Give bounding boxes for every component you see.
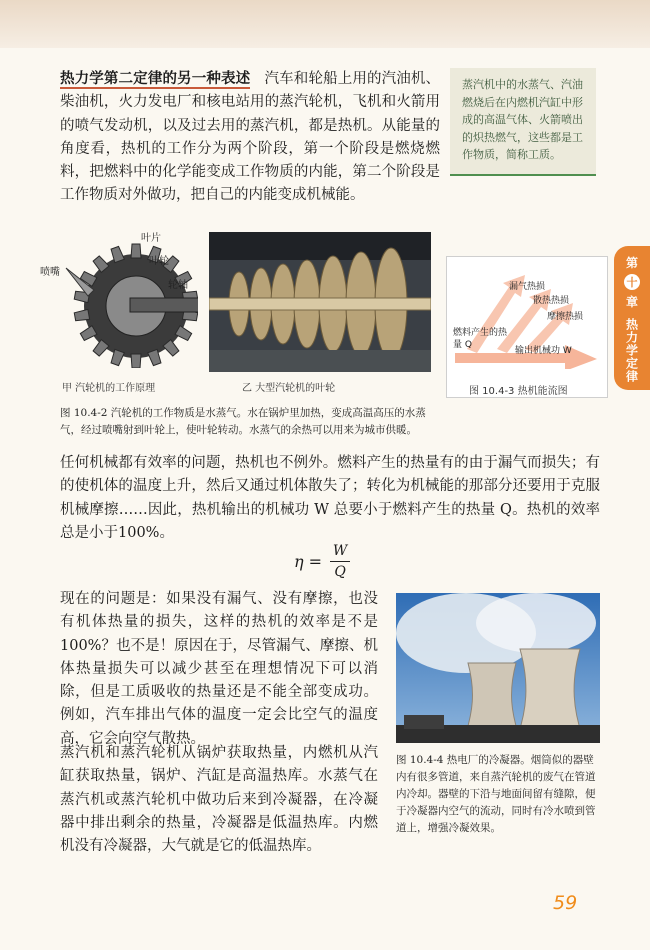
formula-fraction (330, 543, 350, 580)
label-impeller: 叶轮 (149, 256, 169, 267)
heat-reservoir-paragraph: 蒸汽机和蒸汽轮机从锅炉获取热量，内燃机从汽缸获取热量，锅炉、汽缸是高温热库。水蒸气在蒸汽机或蒸汽轮机中做功后来到冷凝器，在冷凝器中排出剩余的热量，冷凝器是低温热库。内燃机没有冷凝器，大气就是它的低温热库。 (60, 745, 378, 855)
label-leak-loss: 漏气热损 (509, 282, 546, 292)
top-banner (0, 0, 650, 48)
chapter-tab (614, 246, 650, 390)
label-nozzle: 喷嘴 (40, 267, 60, 278)
turbine-wheel-drawing (58, 228, 198, 368)
fig-10-4-2-caption: 图 10.4-2 汽轮机的工作物质是水蒸气。水在锅炉里加热，变成高温高压的水蒸气，经过喷嘴射到叶轮上，使叶轮转动。水蒸气的余热可以用来为城市供暖。 (60, 407, 426, 436)
efficiency-formula (294, 543, 350, 580)
label-blade: 叶片 (141, 233, 161, 244)
label-fuel-heat: 燃料产生的热量 Q (453, 328, 508, 350)
efficiency-paragraph: 任何机械都有效率的问题，热机也不例外。燃料产生的热量有的由于漏气而损失；有的使机体的温度上升，然后又通过机体散失了；转化为机械能的那部分还要用于克服机械摩擦……因此，热机输出的机械功 W 总要小于燃料产生的热量 Q。热机的效率总是小于100%。 (60, 455, 600, 541)
fig-10-4-3-caption: 图 10.4-3 热机能流图 (469, 386, 568, 397)
fig-b-subcaption: 乙 大型汽轮机的叶轮 (242, 383, 336, 394)
formula-lhs: η = (294, 552, 323, 571)
cooling-tower-photo (396, 593, 600, 743)
chapter-suffix: 章 (625, 295, 638, 309)
question-paragraph: 现在的问题是：如果没有漏气、没有摩擦，也没有机体热量的损失，这样的热机的效率是不是100%？也不是！原因在于，尽管漏气、摩擦、机体热量损失可以减少甚至在理想情况下可以消除，但是工质吸收的热量还是不能全部变成功。例如，汽车排出气体的温度一定会比空气的温度高，它会向空气散热。 (60, 591, 378, 747)
chapter-title: 热力学定律 (624, 318, 639, 383)
turbine-principle-diagram (58, 228, 198, 368)
energy-flow-diagram (446, 256, 608, 398)
intro-text: 汽车和轮船上用的汽油机、柴油机，火力发电厂和核电站用的蒸汽轮机，飞机和火箭用的喷气发动机，以及过去用的蒸汽机，都是热机。从能量的角度看，热机的工作分为两个阶段，第一个阶段是燃烧燃料，把燃料中的化学能变成工作物质的内能，第二个阶段是工作物质对外做功，把自己的内能变成机械能。 (60, 71, 441, 204)
fig-10-4-4-caption: 图 10.4-4 热电厂的冷凝器。烟筒似的器壁内有很多管道，来自蒸汽轮机的废气在管道内冷却。器壁的下沿与地面间留有缝隙，便于冷凝器内空气的流动，同时有冷水喷到管道上，增强冷凝效果。 (396, 754, 596, 834)
chapter-number: 十 (624, 274, 640, 290)
page-number: 59 (553, 892, 578, 914)
label-output-work: 输出机械功 W (515, 346, 572, 356)
formula-numerator: W (332, 543, 348, 559)
label-friction-loss: 摩擦热损 (547, 312, 584, 322)
side-note: 蒸汽机中的水蒸气、汽油燃烧后在内燃机汽缸中形成的高温气体、火箭喷出的炽热燃气，这些都是工作物质，简称工质。 (450, 68, 596, 176)
fig-a-subcaption: 甲 汽轮机的工作原理 (62, 383, 156, 394)
turbine-rotor-photo (209, 232, 431, 372)
intro-paragraph (60, 68, 440, 208)
label-dissipation-loss: 散热热损 (533, 296, 570, 306)
chapter-prefix: 第 (625, 256, 638, 270)
fraction-bar (330, 561, 350, 562)
label-shaft: 轮轴 (168, 280, 188, 291)
turbine-rotor-graphic (209, 232, 431, 372)
cooling-tower-graphic (396, 593, 600, 743)
formula-denominator: Q (334, 564, 346, 580)
section-keyword: 热力学第二定律的另一种表述 (60, 71, 251, 87)
